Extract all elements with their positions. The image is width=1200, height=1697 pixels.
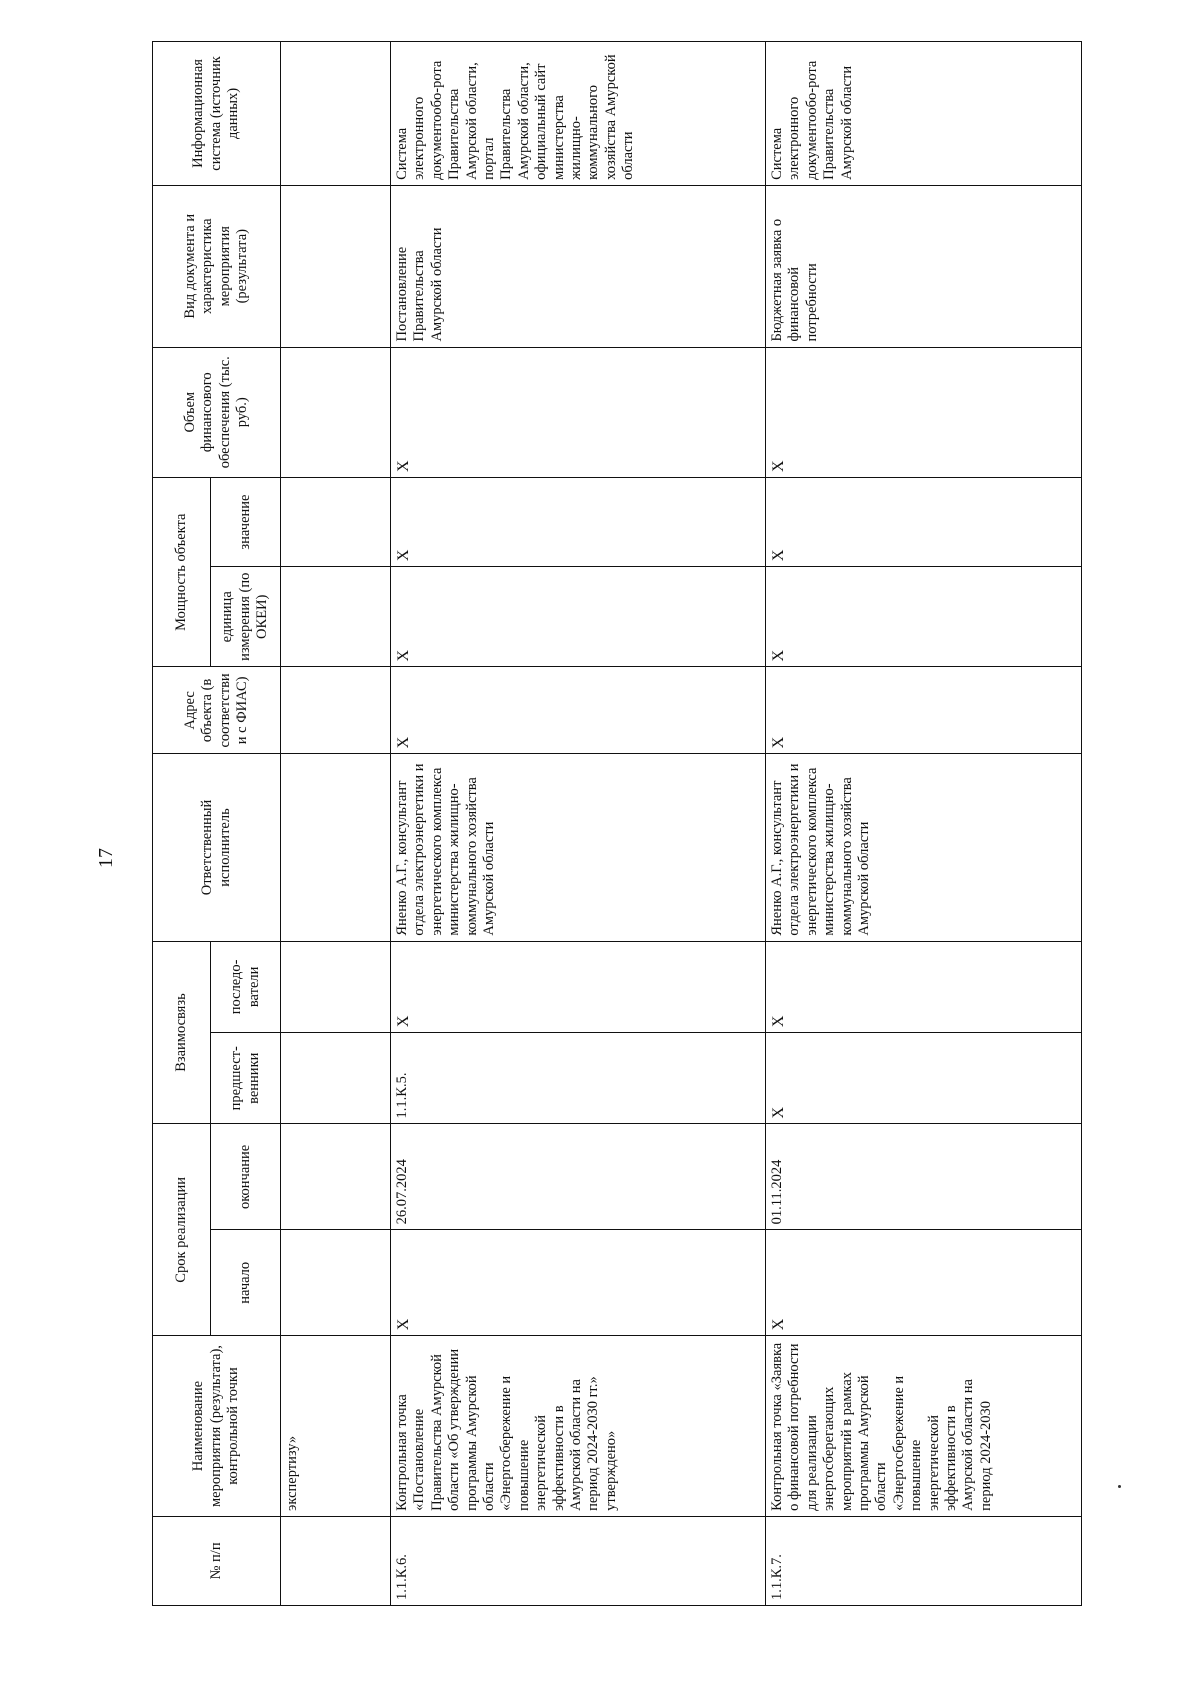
header-num: № п/п bbox=[153, 1516, 281, 1605]
cell-successors: X bbox=[391, 941, 766, 1032]
header-start: начало bbox=[211, 1230, 281, 1336]
cell-info-system: Система электронного документообо-рота Правительства Амурской области bbox=[766, 42, 1082, 186]
cell-predecessors: 1.1.К.5. bbox=[391, 1033, 766, 1124]
cell-finance: X bbox=[391, 347, 766, 477]
cell-end: 01.11.2024 bbox=[766, 1124, 1082, 1230]
header-info-system: Информационная система (источник данных) bbox=[153, 42, 281, 186]
cell-finance: X bbox=[766, 347, 1082, 477]
cell-value: X bbox=[766, 477, 1082, 566]
header-successors: последо-ватели bbox=[211, 941, 281, 1032]
cell-end: 26.07.2024 bbox=[391, 1124, 766, 1230]
cell-num: 1.1.К.7. bbox=[766, 1516, 1082, 1605]
cell-unit: X bbox=[391, 567, 766, 667]
rotated-table-container bbox=[152, 41, 1082, 1606]
cell-name: Контрольная точка «Постановление Правительства Амурской области «Об утверждении программы Амурской области «Энергосбережение и повышение энергетической эффективности в Амурской области на период 2024-2030 гг.» утверждено» bbox=[391, 1336, 766, 1517]
cell-unit: X bbox=[766, 567, 1082, 667]
cell-start: X bbox=[391, 1230, 766, 1336]
header-link: Взаимосвязь bbox=[153, 941, 211, 1124]
header-predecessors: предшест-венники bbox=[211, 1033, 281, 1124]
cell-successors: X bbox=[766, 941, 1082, 1032]
cell-responsible: Яненко А.Г., консультант отдела электроэнергетики и энергетического комплекса министерства жилищно-коммунального хозяйства Амурской области bbox=[391, 754, 766, 941]
header-responsible: Ответственный исполнитель bbox=[153, 754, 281, 941]
cell-address: X bbox=[391, 667, 766, 754]
cell-info-system: Система электронного документообо-рота Правительства Амурской области, портал Правительства Амурской области, официальный сайт министерства жилищно-коммунального хозяйства Амурской области bbox=[391, 42, 766, 186]
header-capacity: Мощность объекта bbox=[153, 477, 211, 666]
cell-value: X bbox=[391, 477, 766, 566]
cell-document: Постановление Правительства Амурской области bbox=[391, 185, 766, 347]
cell-num: 1.1.К.6. bbox=[391, 1516, 766, 1605]
table-row bbox=[766, 42, 1082, 1606]
header-value: значение bbox=[211, 477, 281, 566]
cell-document: Бюджетная заявка о финансовой потребности bbox=[766, 185, 1082, 347]
table-row bbox=[391, 42, 766, 1606]
stray-dot bbox=[1118, 1485, 1121, 1488]
cell-name: экспертизу» bbox=[281, 1336, 391, 1517]
header-document: Вид документа и характеристика мероприятия (результата) bbox=[153, 185, 281, 347]
header-row-1 bbox=[153, 42, 211, 1606]
header-name: Наименование мероприятия (результата), контрольной точки bbox=[153, 1336, 281, 1517]
table-row-continued bbox=[281, 42, 391, 1606]
header-period: Срок реализации bbox=[153, 1124, 211, 1336]
cell-start: X bbox=[766, 1230, 1082, 1336]
cell-address: X bbox=[766, 667, 1082, 754]
header-address: Адрес объекта (в соответствии с ФИАС) bbox=[153, 667, 281, 754]
header-finance: Объем финансового обеспечения (тыс. руб.) bbox=[153, 347, 281, 477]
plan-table bbox=[152, 41, 1082, 1606]
header-end: окончание bbox=[211, 1124, 281, 1230]
cell-responsible: Яненко А.Г., консультант отдела электроэнергетики и энергетического комплекса министерства жилищно-коммунального хозяйства Амурской области bbox=[766, 754, 1082, 941]
header-unit: единица измерения (по ОКЕИ) bbox=[211, 567, 281, 667]
page-number: 17 bbox=[95, 848, 117, 868]
cell-predecessors: X bbox=[766, 1033, 1082, 1124]
cell-name: Контрольная точка «Заявка о финансовой потребности для реализации энергосберегающих мероприятий в рамках программы Амурской области «Энергосбережение и повышение энергетической эффективности в Амурской области на период 2024-2030 bbox=[766, 1336, 1082, 1517]
